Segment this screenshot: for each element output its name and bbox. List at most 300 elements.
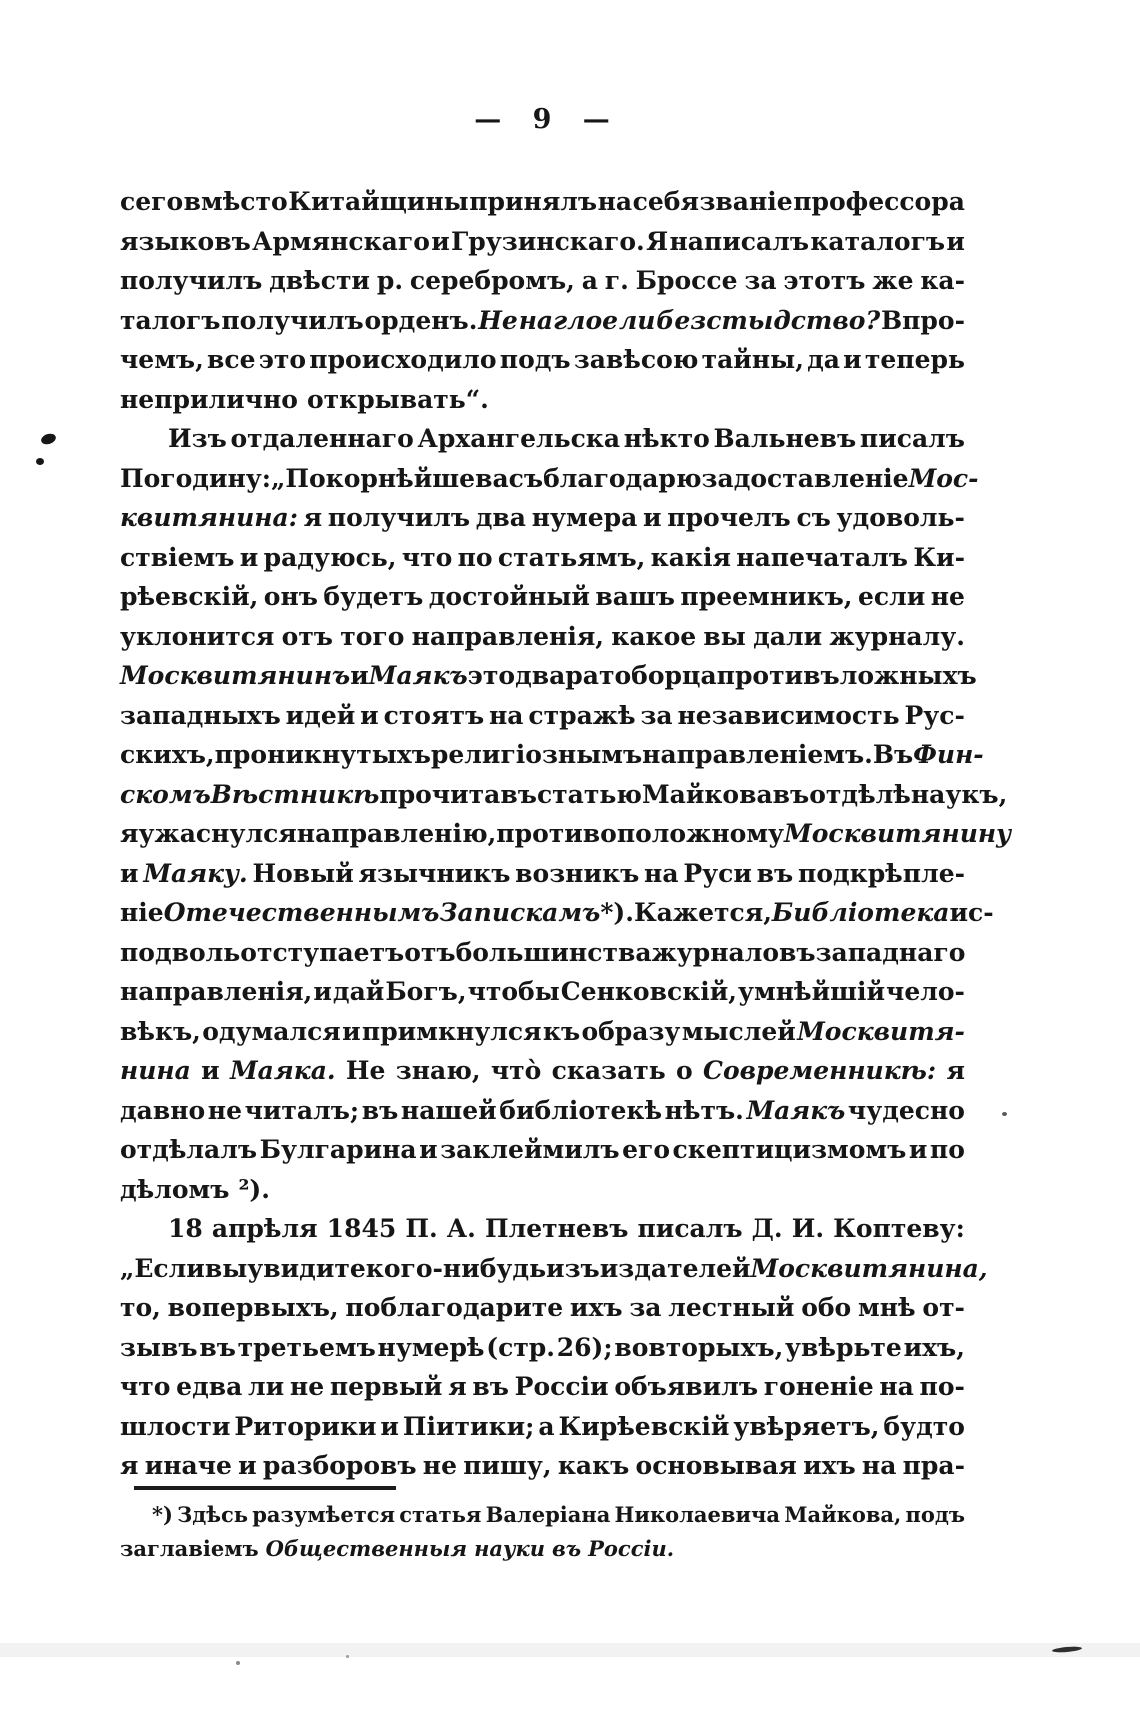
word: Вальневъ [713,424,857,453]
word: это [258,345,307,374]
text-line [120,1170,965,1210]
word: 26); [556,1332,613,1362]
word: возникъ [515,858,640,888]
word: подкрѣпле- [798,858,965,888]
word: библіотекѣ [499,1095,663,1125]
word: радуюсь, [263,542,397,572]
word: я [946,1056,965,1085]
italic-word: Россіи. [588,1536,675,1561]
word: объявилъ [614,1372,759,1401]
word: Броссе [635,266,738,295]
word: примкнулся [361,1016,542,1046]
word: чело- [886,977,965,1006]
word: Архангельска [417,424,621,453]
text-line [120,498,965,538]
word: скептицизмомъ [672,1135,907,1164]
word: сказать [551,1056,666,1085]
word: поблагодарите [345,1293,564,1322]
italic-word: Маяка. [230,1056,336,1085]
word: Новый [252,858,354,888]
word: и [350,661,369,690]
word: Я [646,226,669,256]
ink-speck [40,432,57,446]
word: сего [120,187,184,216]
word: обо [801,1293,852,1322]
word: ихъ [569,1293,623,1322]
word: въ [199,1332,236,1362]
word: Богъ, [385,977,467,1006]
word: Кирѣевскій [558,1411,730,1441]
word: Кажется, [633,898,772,927]
word: а [538,1411,555,1441]
word: я [120,819,139,848]
word: вы [703,621,746,651]
italic-word: Маякъ [368,661,468,690]
word: знаю, [395,1056,481,1085]
word: разумѣется [252,1502,396,1527]
text-line [120,1130,965,1170]
word: о [676,1056,693,1085]
word: отъ [281,621,333,651]
word: и [239,542,259,572]
word: г. [604,266,629,295]
ink-speck [36,458,44,465]
italic-word: ли [618,305,656,335]
word: будто [883,1411,965,1441]
word: Рус- [904,700,965,730]
word: пра- [902,1451,965,1480]
word: я [303,503,323,532]
word: по- [919,1372,965,1401]
word: и [342,1016,361,1046]
word: то, [120,1293,161,1322]
ink-speck [1002,1112,1007,1116]
word: и [643,503,662,532]
word: и [313,977,332,1006]
word: въ [772,779,810,809]
word: Впро- [881,305,965,335]
word: отдѣлѣ [809,779,911,809]
italic-word: Не [478,305,518,335]
word: увѣрьте [785,1332,902,1362]
italic-word: Маякъ [746,1095,846,1125]
text-line [120,933,965,973]
word: большинства [455,937,652,967]
word: а [581,266,598,295]
word: какое [611,621,697,651]
word: религіознымъ [430,740,643,769]
word: будетъ [323,582,424,611]
word: что̀ [490,1056,542,1085]
word: вы [204,1253,248,1283]
text-line [120,182,965,222]
word: отступаетъ [240,937,405,967]
word: ка- [920,266,965,295]
word: открывать“. [306,384,489,414]
word: прочитавъ [379,779,537,809]
text-line [120,1012,965,1052]
word: напечаталъ [736,542,908,572]
word: и [843,345,862,374]
word: Сенковскій, [560,977,737,1006]
word: благодарю [543,463,702,493]
word: кого-нибудь [365,1253,547,1283]
word: преемникъ, [680,582,853,611]
word: за [701,463,734,493]
text-line [120,538,965,578]
word: ихъ [803,1451,856,1480]
word: Валеріана [485,1502,611,1527]
page-number: — 9 — [474,104,611,135]
word: ²). [238,1174,270,1204]
text-line [120,1407,965,1447]
text-line [120,459,979,499]
ink-speck [236,1661,240,1665]
word: и [360,700,379,730]
word: Плетневъ [484,1214,629,1243]
text-line [120,1367,965,1407]
word: иначе [144,1451,232,1480]
italic-word: квитянина: [120,503,298,532]
word: журналовъ [651,937,816,967]
word: да [807,345,840,374]
word: увидите [247,1253,366,1283]
word: давно [120,1095,206,1125]
word: гоненіе [763,1372,874,1401]
word: за [744,266,777,295]
italic-word: Фин- [913,740,984,769]
word: ложныхъ [839,661,977,690]
scan-shading-band [0,1643,1140,1657]
word: журналу. [829,621,965,651]
word: Майкова [641,779,773,809]
word: писалъ [859,424,965,453]
word: на [861,1451,897,1480]
italic-word: Маяку. [143,858,248,888]
word: *) [152,1502,173,1527]
word: вашъ [595,582,675,611]
word: ли [248,1372,285,1401]
word: первый [329,1372,443,1401]
italic-word: Библіотека [771,898,950,927]
text-line [120,735,984,775]
word: основывая [635,1451,797,1480]
word: въ [756,858,794,888]
word: вѣкъ, [120,1016,201,1046]
word: Риторики [234,1411,377,1441]
word: на [597,187,633,216]
word: за [640,700,673,730]
text-line [120,1498,965,1532]
word: ихъ, [903,1332,965,1362]
word: лестный [668,1293,795,1322]
word: западнаго [815,937,966,967]
word: не [930,582,965,611]
page-text-body [120,182,1012,1486]
italic-word: науки [474,1536,546,1561]
word: орденъ. [364,305,478,335]
word: вовторыхъ, [614,1332,784,1362]
word: чудесно [847,1095,965,1125]
word: Китайщины [288,187,469,216]
word: направленіемъ. [642,740,873,769]
word: мыслей [681,1016,796,1046]
italic-word: наглое [518,305,619,335]
word: ужаснулся [138,819,297,848]
text-line [120,1209,965,1249]
word: западныхъ [120,700,281,730]
word: и [908,1135,928,1164]
word: получилъ [120,266,263,295]
word: пишу, [463,1451,552,1480]
word: статью [536,779,642,809]
word: едва [176,1372,243,1401]
word: прочелъ [667,503,791,532]
word: Здѣсь [177,1502,249,1527]
word: я [448,1372,467,1401]
word: доставленіе [733,463,909,493]
footnote-rule [134,1486,396,1490]
word: изъ [546,1253,600,1283]
word: писалъ [637,1214,743,1243]
italic-word: Мос- [908,463,979,493]
word: и [120,858,139,888]
italic-word: Москвитянину [784,819,1012,848]
word: идей [285,700,356,730]
italic-word: Вѣстникѣ [210,779,380,809]
word: Ки- [913,542,965,572]
word: того [340,621,405,651]
word: Булгарина [259,1135,417,1164]
word: издателей [599,1253,751,1283]
word: вопервыхъ, [167,1293,339,1322]
text-line [120,617,965,657]
word: подъ [499,345,571,374]
word: противоположному [496,819,785,848]
word: это [467,661,516,690]
text-line [120,577,965,617]
word: въ [361,1095,399,1125]
word: Погодину: [120,463,272,493]
italic-word: Отечественнымъ [163,898,440,927]
text-line [120,854,965,894]
word: нѣтъ. [664,1095,744,1125]
italic-word: Москвитя- [797,1016,965,1046]
word: язычникъ [358,858,511,888]
word: подволь [120,937,241,967]
word: нумерѣ [377,1332,485,1362]
word: талогъ [120,305,221,335]
word: независимость [677,700,900,730]
word: съ [796,503,831,532]
word: разборовъ [262,1451,417,1480]
word: два [515,661,566,690]
italic-word: въ [552,1536,582,1561]
word: И. [791,1214,825,1243]
word: „Если [120,1253,205,1283]
word: подъ [905,1502,965,1527]
word: Майкова, [784,1502,902,1527]
word: его [622,1135,671,1164]
word: не [289,1372,325,1401]
word: скихъ, [120,740,215,769]
italic-word: Общественныя [265,1536,468,1561]
word: одумался [202,1016,341,1046]
word: Піитики; [402,1411,535,1441]
word: васъ [475,463,544,493]
word: и [431,226,450,256]
text-line [120,775,1008,815]
word: рѣевскій, [120,582,259,611]
word: уклонится [120,621,275,651]
text-line [120,696,965,736]
word: статья [399,1502,482,1527]
word: „Покорнѣйше [271,463,476,493]
word: вмѣсто [183,187,288,216]
word: ис- [949,898,994,927]
word: Въ [872,740,914,769]
text-line [120,1051,965,1091]
word: что [120,1372,171,1401]
word: ніе [120,898,164,927]
italic-word: Москвитянина, [750,1253,988,1283]
word: дали [753,621,823,651]
word: р. [376,266,404,295]
word: и [238,1451,257,1480]
footnote [120,1498,965,1566]
word: чемъ, [120,345,204,374]
word: читалъ; [244,1095,360,1125]
word: и [419,1135,438,1164]
word: и [946,226,965,256]
word: все [207,345,256,374]
word: если [857,582,926,611]
word: теперь [864,345,965,374]
italic-word: скомъ [120,779,211,809]
word: 18 [168,1214,203,1243]
word: неприлично [120,384,298,414]
text-line [120,340,965,380]
word: языковъ [120,226,251,256]
word: шлости [120,1411,231,1441]
text-line [120,419,965,459]
word: на [879,1372,914,1401]
word: ратоборца [565,661,717,690]
word: чтобы [467,977,560,1006]
word: что [401,542,453,572]
word: по [457,542,493,572]
word: себя [632,187,699,216]
text-line [120,1091,965,1131]
word: на [489,700,524,730]
text-line [120,1532,965,1566]
word: происходило [309,345,497,374]
word: направленія, [411,621,605,651]
word: въ [472,1372,509,1401]
word: статьямъ, [497,542,646,572]
word: А. [446,1214,476,1243]
word: увѣряетъ, [733,1411,880,1441]
word: два [475,503,526,532]
word: не [207,1095,243,1125]
word: по [929,1135,965,1164]
word: нашей [400,1095,497,1125]
word: и [380,1411,399,1441]
word: 1845 [326,1214,397,1243]
text-line [120,380,965,420]
word: какъ [557,1451,630,1480]
word: противъ [716,661,840,690]
word: и [201,1056,220,1085]
word: наукъ, [910,779,1008,809]
word: *). [600,898,634,927]
word: за [629,1293,662,1322]
word: къ [542,1016,581,1046]
word: профессора [793,187,965,216]
text-line [120,1288,965,1328]
word: онъ [263,582,318,611]
text-line [120,1249,988,1289]
word: серебромъ, [409,266,575,295]
italic-word: нина [120,1056,191,1085]
word: каталогъ [810,226,946,256]
word: заклеймилъ [440,1135,620,1164]
word: зывъ [120,1332,198,1362]
word: направленію, [296,819,497,848]
word: умнѣйшій [738,977,886,1006]
word: какія [650,542,731,572]
text-line [120,1446,965,1486]
word: получилъ [327,503,471,532]
word: отдаленнаго [230,424,414,453]
word: стражѣ [528,700,636,730]
ink-speck [346,1655,349,1658]
text-line [120,301,965,341]
text-line [120,814,1012,854]
word: Д. [751,1214,783,1243]
word: нѣкто [623,424,710,453]
word: (стр. [486,1332,555,1362]
word: же [872,266,914,295]
word: образу [581,1016,681,1046]
word: направленія, [120,977,313,1006]
word: получилъ [221,305,364,335]
word: принялъ [469,187,598,216]
word: двѣсти [269,266,370,295]
word: Грузинскаго. [451,226,645,256]
text-line [120,222,965,262]
word: третьемъ [237,1332,376,1362]
word: дѣломъ [120,1174,230,1204]
word: нумера [531,503,638,532]
word: достойный [428,582,590,611]
word: стоятъ [383,700,485,730]
word: завѣсою [573,345,699,374]
text-line [120,893,994,933]
word: дай [332,977,385,1006]
italic-word: Современникѣ: [703,1056,937,1085]
word: заглавіемъ [120,1536,259,1561]
text-line [120,1328,965,1368]
word: от- [922,1293,965,1322]
word: этотъ [783,266,866,295]
word: мнѣ [858,1293,916,1322]
word: Изъ [168,424,227,453]
word: написалъ [669,226,810,256]
word: я [120,1451,139,1480]
word: ствіемъ [120,542,235,572]
word: отъ [404,937,456,967]
